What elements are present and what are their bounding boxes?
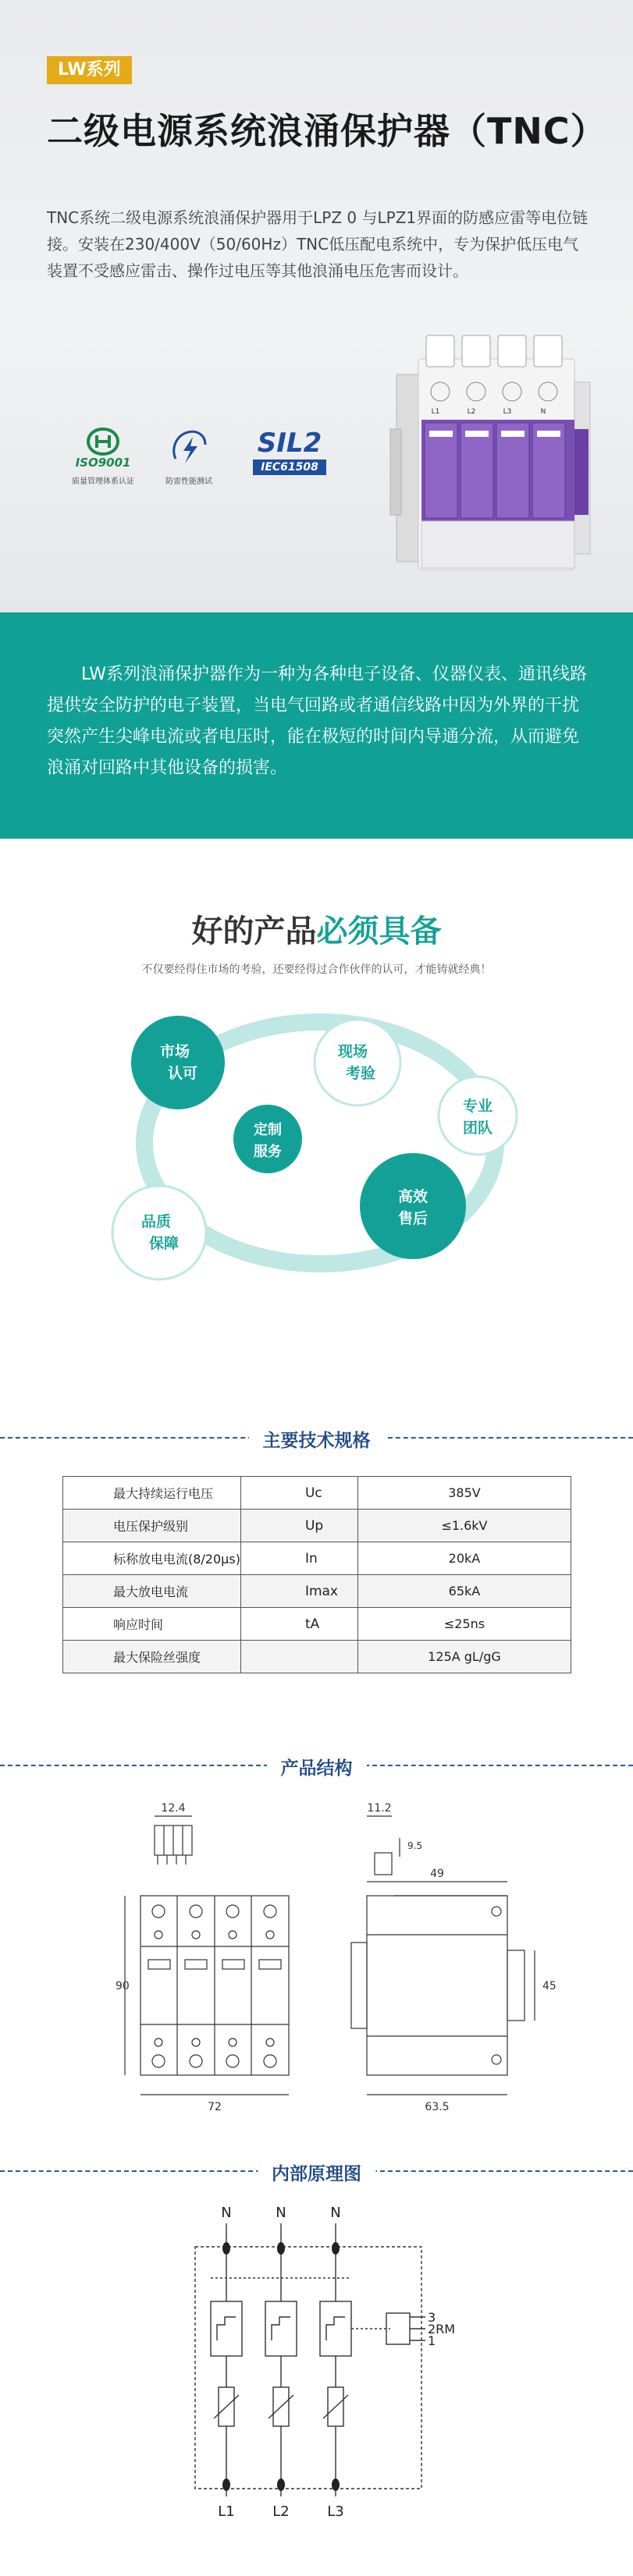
iso-certification [56, 428, 150, 486]
table-row [63, 1542, 571, 1575]
principle-heading: 内部原理图 [258, 2159, 375, 2185]
product-description: TNC系统二级电源系统浪涌保护器用于LPZ 0 与LPZ1界面的防感应雷等电位链接。安装在230/400V（50/60Hz）TNC低压配电系统中，专为保护低压电气装置不受感应雷击、操作过电压等其他浪涌电压危害而设计。 [47, 208, 589, 280]
terminal-label: L1 [431, 408, 440, 416]
spec-symbol [240, 1641, 357, 1673]
advantages-title-emphasis: 必须具备 [316, 914, 442, 949]
spec-value: 385V [357, 1477, 571, 1510]
iso-cert-icon [76, 428, 130, 468]
table-row [63, 1575, 571, 1608]
circuit-bottom-label: L1 [218, 2503, 235, 2520]
spec-symbol: Up [240, 1510, 357, 1542]
page-title: 二级电源系统浪涌保护器（TNC） [47, 110, 607, 152]
table-row [63, 1641, 571, 1673]
circuit-bottom-label: L2 [272, 2503, 290, 2520]
bubble-team [439, 1077, 517, 1155]
svg-text:现场: 现场 [337, 1043, 368, 1060]
spec-name: 最大保险丝强度 [63, 1641, 241, 1673]
spec-value: 125A gL/gG [357, 1641, 571, 1673]
hero-section [0, 0, 633, 612]
dim-terminal-width: 12.4 [161, 1802, 186, 1815]
spec-symbol: Uc [240, 1477, 357, 1510]
terminal-label: N [540, 408, 546, 416]
svg-text:高效: 高效 [397, 1188, 429, 1205]
dim-side-top: 11.2 [367, 1802, 392, 1815]
spec-value: ≤25ns [357, 1608, 571, 1641]
circuit-top-label: N [276, 2205, 286, 2221]
contact-label: 2RM [428, 2322, 456, 2336]
sil-logo: SIL2 [257, 428, 322, 459]
contact-label: 3 [428, 2310, 436, 2325]
intro-text: LW系列浪涌保护器作为一种为各种电子设备、仪器仪表、通讯线路提供安全防护的电子装置，当电气回路或者通信线路中因为外界的干扰突然产生尖峰电流或者电压时，能在极短的时间内导通分流，从而避免浪涌对回路中其他设备的损害。 [47, 665, 587, 778]
structure-heading: 产品结构 [267, 1754, 367, 1779]
series-tag: LW系列 [47, 56, 132, 84]
sil-certification [247, 428, 333, 475]
bubble-service [360, 1153, 466, 1259]
svg-text:定制: 定制 [254, 1122, 282, 1138]
iso-caption: 质量管理体系认证 [72, 477, 134, 486]
svg-text:品质: 品质 [140, 1213, 172, 1230]
dim-width: 72 [208, 2101, 222, 2113]
bubble-market [131, 1016, 225, 1109]
iso-label: ISO9001 [75, 456, 131, 470]
dim-depth: 49 [430, 1868, 444, 1880]
structure-drawing [109, 1794, 557, 2126]
circuit-bottom-label: L3 [327, 2503, 344, 2520]
lightning-test-caption: 防雷性能测试 [165, 477, 212, 486]
bubble-quality [112, 1186, 206, 1279]
svg-text:售后: 售后 [397, 1210, 429, 1227]
structure-header [0, 1749, 633, 1780]
table-row [63, 1510, 571, 1542]
spec-name: 最大持续运行电压 [63, 1477, 241, 1510]
svg-text:考验: 考验 [345, 1065, 376, 1082]
spec-value: ≤1.6kV [357, 1510, 571, 1542]
dim-side-small: 9.5 [407, 1840, 423, 1851]
advantages-title-prefix: 好的产品 [191, 914, 317, 949]
svg-text:专业: 专业 [462, 1098, 493, 1115]
bubble-field [315, 1020, 400, 1105]
svg-text:认可: 认可 [167, 1065, 198, 1082]
bubble-custom [233, 1105, 302, 1173]
dim-rail: 45 [542, 1980, 557, 1992]
spec-name: 电压保护级别 [63, 1510, 241, 1542]
svg-text:服务: 服务 [254, 1144, 282, 1160]
spec-name: 标称放电电流(8/20μs) [63, 1542, 241, 1575]
spec-name: 最大放电电流 [63, 1575, 241, 1608]
product-image [390, 335, 593, 585]
terminal-label: L2 [467, 408, 476, 416]
circuit-top-label: N [330, 2205, 341, 2221]
spec-value: 20kA [357, 1542, 571, 1575]
contact-label: 1 [428, 2333, 436, 2348]
svg-text:团队: 团队 [462, 1119, 493, 1137]
spec-value: 65kA [357, 1575, 571, 1608]
table-row [63, 1608, 571, 1641]
dim-side-width: 63.5 [425, 2101, 450, 2113]
spec-table [62, 1476, 571, 1673]
specs-header [0, 1421, 633, 1453]
advantages-title [0, 907, 633, 951]
intro-band [0, 612, 633, 839]
lightning-test-certification [142, 428, 236, 486]
spec-name: 响应时间 [63, 1608, 241, 1641]
dim-height: 90 [116, 1980, 130, 1992]
spec-symbol: tA [240, 1608, 357, 1641]
terminal-label: L3 [503, 408, 512, 416]
table-row [63, 1477, 571, 1510]
spec-symbol: In [240, 1542, 357, 1575]
advantages-subtitle: 不仅要经得住市场的考验，还要经得过合作伙伴的认可，才能铸就经典！ [141, 963, 492, 976]
svg-text:保障: 保障 [148, 1235, 180, 1252]
svg-text:市场: 市场 [159, 1043, 190, 1060]
spec-symbol: Imax [240, 1575, 357, 1608]
principle-header [0, 2155, 633, 2186]
iec-badge: IEC61508 [253, 459, 326, 475]
circuit-diagram [164, 2200, 476, 2528]
circuit-top-label: N [221, 2205, 232, 2221]
specs-heading: 主要技术规格 [249, 1426, 385, 1452]
lightning-test-icon [169, 428, 208, 468]
advantages-diagram [86, 1006, 554, 1318]
